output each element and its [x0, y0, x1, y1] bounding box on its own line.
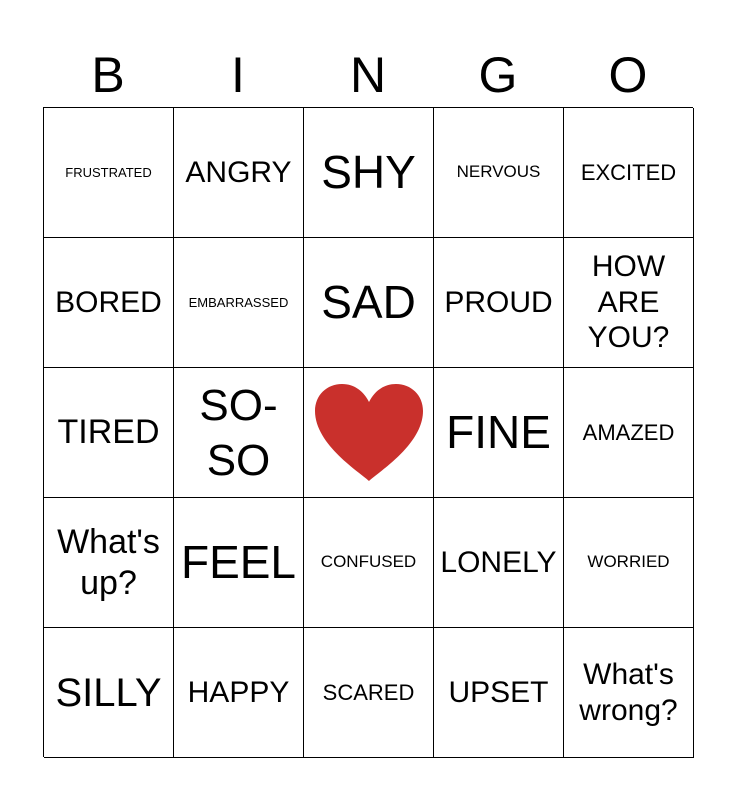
- bingo-cell: [434, 498, 564, 628]
- cell-label: What's up?: [57, 523, 160, 602]
- cell-label: PROUD: [444, 285, 553, 319]
- bingo-cell: [304, 498, 434, 628]
- cell-label: HOW ARE YOU?: [587, 250, 670, 355]
- header-letter-i: I: [231, 47, 245, 103]
- bingo-header: [43, 42, 693, 108]
- cell-label: BORED: [55, 285, 162, 319]
- header-letter-b: B: [91, 47, 125, 103]
- bingo-cell: [434, 108, 564, 238]
- cell-label: FINE: [446, 406, 551, 459]
- bingo-cell: [564, 498, 694, 628]
- bingo-cell: [174, 498, 304, 628]
- bingo-cell: [434, 628, 564, 758]
- cell-label: NERVOUS: [456, 162, 541, 182]
- bingo-cell: [304, 628, 434, 758]
- bingo-board: [43, 107, 693, 757]
- bingo-cell: [564, 108, 694, 238]
- cell-label: SO-SO: [199, 380, 278, 485]
- bingo-cell: [174, 368, 304, 498]
- cell-label: HAPPY: [187, 675, 290, 709]
- cell-label: FEEL: [180, 536, 297, 589]
- cell-label: SAD: [321, 276, 416, 329]
- cell-label: UPSET: [448, 675, 549, 709]
- cell-label: LONELY: [440, 545, 557, 579]
- heart-icon: [313, 383, 425, 483]
- cell-label: TIRED: [57, 413, 160, 452]
- header-letter-n: N: [349, 47, 387, 103]
- header-letter-o: O: [608, 47, 648, 103]
- bingo-cell-free-space: [304, 368, 434, 498]
- bingo-cell: [44, 498, 174, 628]
- bingo-cell: [44, 108, 174, 238]
- bingo-cell: [304, 108, 434, 238]
- bingo-cell: [564, 628, 694, 758]
- cell-label: EMBARRASSED: [188, 294, 289, 310]
- bingo-cell: [174, 108, 304, 238]
- cell-label: CONFUSED: [320, 552, 417, 572]
- cell-label: What's wrong?: [579, 658, 678, 727]
- cell-label: AMAZED: [582, 419, 675, 445]
- bingo-cell: [564, 368, 694, 498]
- bingo-cell: [434, 368, 564, 498]
- cell-label: SCARED: [322, 679, 415, 705]
- cell-label: SHY: [321, 146, 416, 199]
- cell-label: ANGRY: [185, 155, 292, 189]
- bingo-cell: [174, 238, 304, 368]
- bingo-cell: [44, 368, 174, 498]
- cell-label: FRUSTRATED: [65, 164, 152, 180]
- cell-label: WORRIED: [587, 552, 670, 572]
- bingo-cell: [174, 628, 304, 758]
- header-letter-g: G: [478, 47, 518, 103]
- cell-label: EXCITED: [580, 159, 677, 185]
- bingo-cell: [564, 238, 694, 368]
- bingo-cell: [434, 238, 564, 368]
- bingo-cell: [44, 238, 174, 368]
- cell-label: SILLY: [55, 670, 162, 715]
- bingo-cell: [304, 238, 434, 368]
- bingo-cell: [44, 628, 174, 758]
